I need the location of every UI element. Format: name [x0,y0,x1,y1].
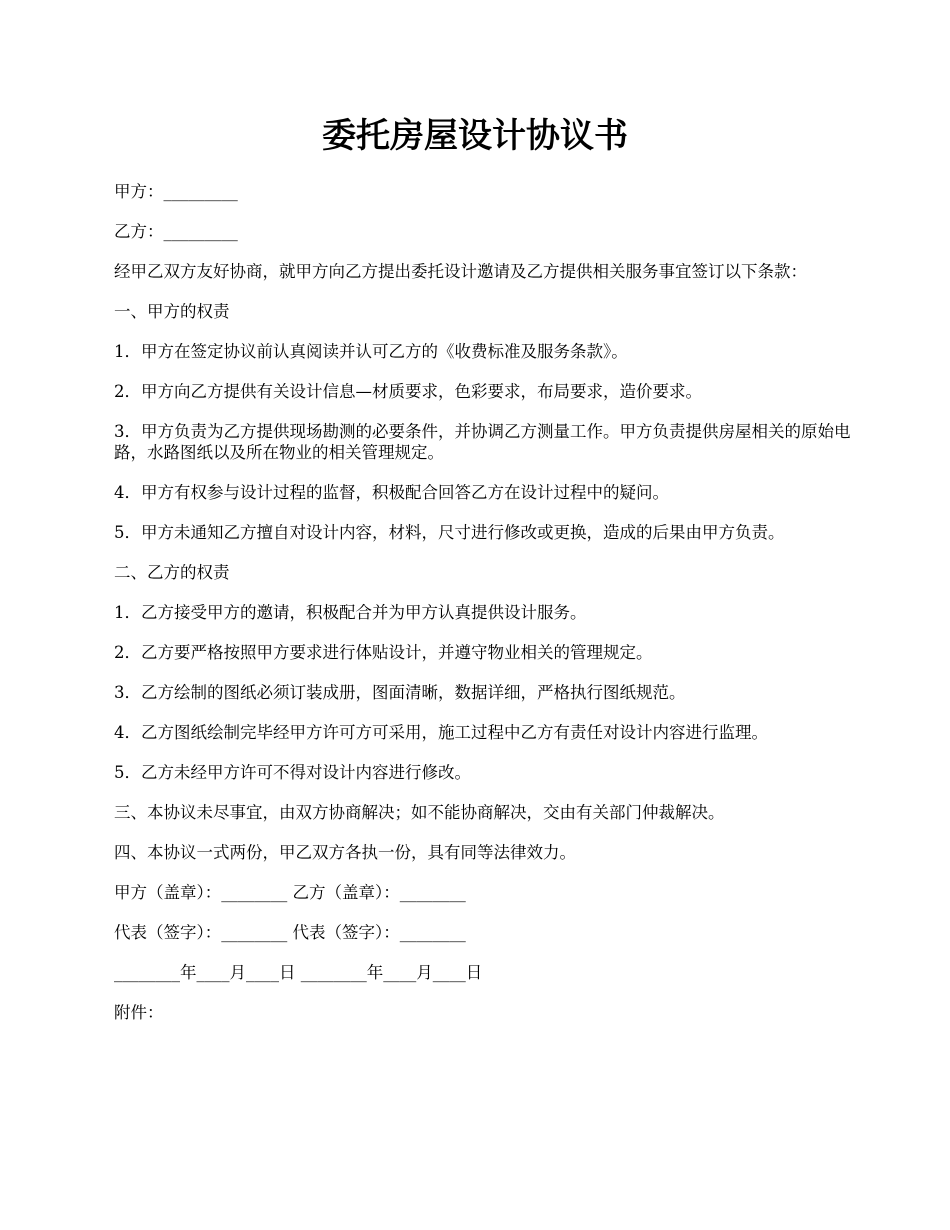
clause-a-3: 3．甲方负责为乙方提供现场勘测的必要条件，并协调乙方测量工作。甲方负责提供房屋相关的原始电路，水路图纸以及所在物业的相关管理规定。 [114,422,851,462]
attachment-label: 附件： [114,1003,164,1022]
party-a-line: 甲方：_________ [114,182,238,201]
section-heading-party-a: 一、甲方的权责 [114,302,230,321]
clause-a-5: 5．甲方未通知乙方擅自对设计内容，材料，尺寸进行修改或更换，造成的后果由甲方负责。 [114,523,785,542]
date-line: ________年____月____日 ________年____月____日 [114,963,483,982]
party-b-line: 乙方：_________ [114,222,238,241]
clause-b-1: 1．乙方接受甲方的邀请，积极配合并为甲方认真提供设计服务。 [114,603,587,622]
clause-a-4: 4．甲方有权参与设计过程的监督，积极配合回答乙方在设计过程中的疑问。 [114,483,669,502]
clause-b-2: 2．乙方要严格按照甲方要求进行体贴设计，并遵守物业相关的管理规定。 [114,643,653,662]
signature-line: 代表（签字）：________ 代表（签字）：________ [114,923,466,942]
document-body [114,181,854,1042]
document-title: 委托房屋设计协议书 [322,116,628,156]
clause-a-2: 2．甲方向乙方提供有关设计信息—材质要求，色彩要求，布局要求，造价要求。 [114,382,702,401]
seal-line: 甲方（盖章）：________ 乙方（盖章）：________ [114,883,466,902]
intro-paragraph: 经甲乙双方友好协商，就甲方向乙方提出委托设计邀请及乙方提供相关服务事宜签订以下条款： [114,262,807,281]
clause-b-5: 5．乙方未经甲方许可不得对设计内容进行修改。 [114,763,471,782]
section-four: 四、本协议一式两份，甲乙双方各执一份，具有同等法律效力。 [114,843,576,862]
clause-a-1: 1．甲方在签定协议前认真阅读并认可乙方的《收费标准及服务条款》。 [114,342,628,361]
clause-b-3: 3．乙方绘制的图纸必须订装成册，图面清晰，数据详细，严格执行图纸规范。 [114,683,686,702]
section-heading-party-b: 二、乙方的权责 [114,563,230,582]
clause-b-4: 4．乙方图纸绘制完毕经甲方许可方可采用，施工过程中乙方有责任对设计内容进行监理。 [114,723,768,742]
section-three: 三、本协议未尽事宜，由双方协商解决；如不能协商解决，交由有关部门仲裁解决。 [114,803,725,822]
